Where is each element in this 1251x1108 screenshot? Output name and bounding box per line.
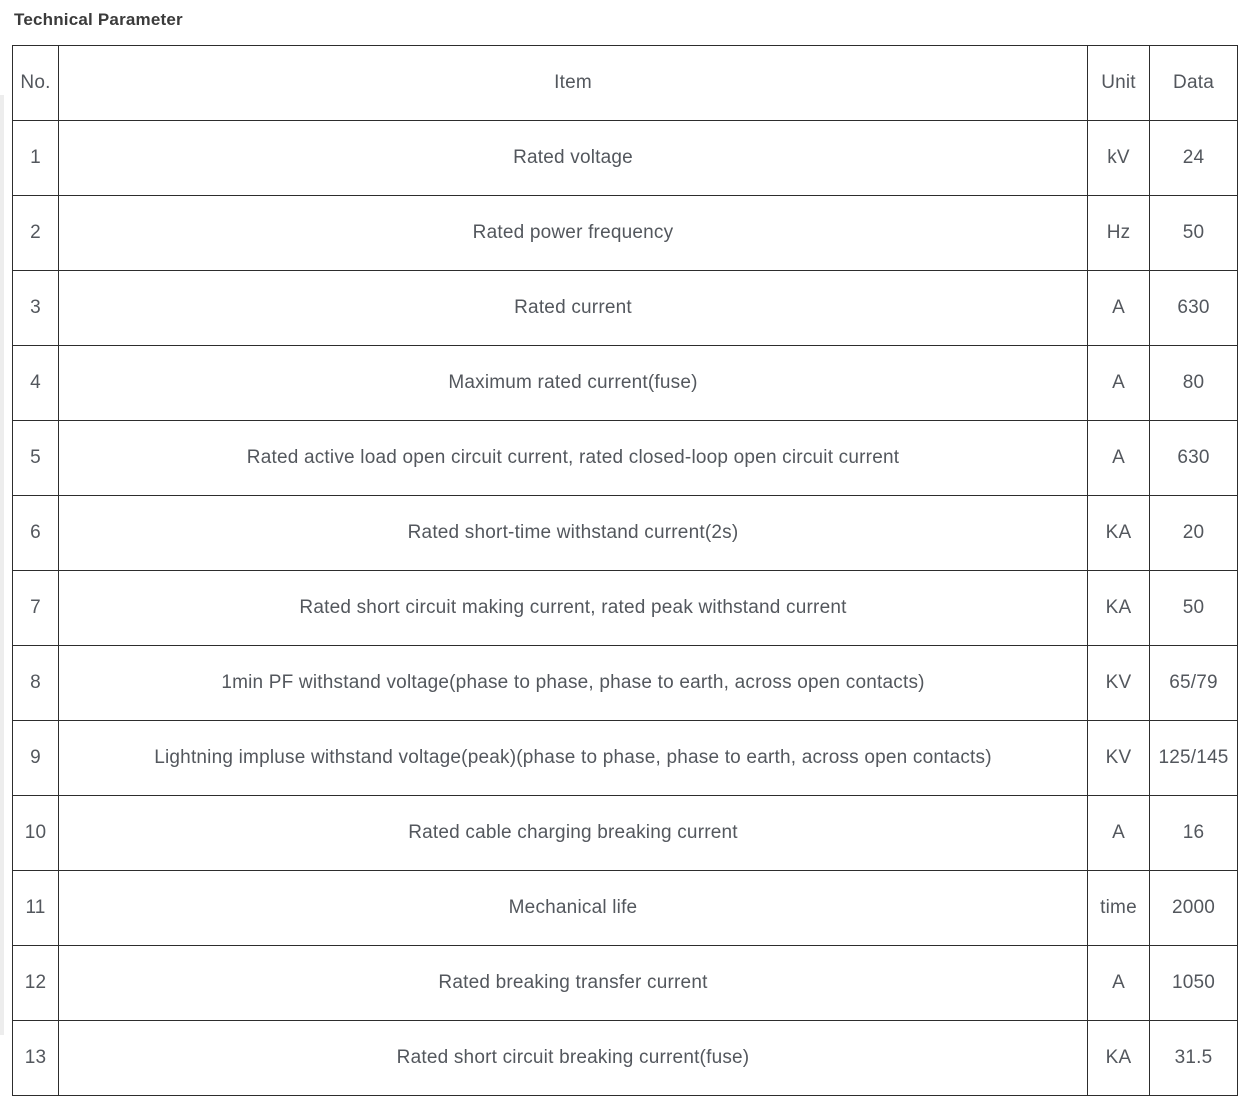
cell-unit: kV xyxy=(1088,121,1150,196)
cell-unit: A xyxy=(1088,346,1150,421)
table-row xyxy=(13,721,1238,796)
cell-no: 13 xyxy=(13,1021,59,1096)
table-row xyxy=(13,571,1238,646)
cell-unit: KA xyxy=(1088,496,1150,571)
cell-no: 12 xyxy=(13,946,59,1021)
table-row xyxy=(13,1021,1238,1096)
cell-data: 80 xyxy=(1150,346,1238,421)
cell-unit: Hz xyxy=(1088,196,1150,271)
cell-item: Rated short-time withstand current(2s) xyxy=(59,496,1088,571)
technical-parameter-table xyxy=(12,45,1238,1096)
cell-no: 11 xyxy=(13,871,59,946)
cell-no: 6 xyxy=(13,496,59,571)
cell-item: Rated short circuit making current, rated peak withstand current xyxy=(59,571,1088,646)
cell-item: Rated current xyxy=(59,271,1088,346)
table-row xyxy=(13,946,1238,1021)
cell-data: 2000 xyxy=(1150,871,1238,946)
cell-no: 2 xyxy=(13,196,59,271)
cell-data: 630 xyxy=(1150,271,1238,346)
cell-item: Rated active load open circuit current, rated closed-loop open circuit current xyxy=(59,421,1088,496)
cell-data: 1050 xyxy=(1150,946,1238,1021)
cell-item: Lightning impluse withstand voltage(peak)(phase to phase, phase to earth, across open contacts) xyxy=(59,721,1088,796)
cell-no: 5 xyxy=(13,421,59,496)
cell-data: 125/145 xyxy=(1150,721,1238,796)
cell-no: 1 xyxy=(13,121,59,196)
cell-unit: A xyxy=(1088,946,1150,1021)
cell-item: Rated voltage xyxy=(59,121,1088,196)
table-row xyxy=(13,871,1238,946)
cell-data: 630 xyxy=(1150,421,1238,496)
cell-item: Rated breaking transfer current xyxy=(59,946,1088,1021)
cell-data: 50 xyxy=(1150,571,1238,646)
column-header-data: Data xyxy=(1150,46,1238,121)
cell-unit: A xyxy=(1088,796,1150,871)
table-row xyxy=(13,121,1238,196)
cell-data: 50 xyxy=(1150,196,1238,271)
table-row xyxy=(13,196,1238,271)
cell-no: 4 xyxy=(13,346,59,421)
cell-unit: KA xyxy=(1088,571,1150,646)
cell-data: 24 xyxy=(1150,121,1238,196)
table-row xyxy=(13,796,1238,871)
cell-unit: KV xyxy=(1088,721,1150,796)
cell-no: 8 xyxy=(13,646,59,721)
table-header-row xyxy=(13,46,1238,121)
column-header-unit: Unit xyxy=(1088,46,1150,121)
cell-no: 3 xyxy=(13,271,59,346)
table-row xyxy=(13,346,1238,421)
cell-unit: KA xyxy=(1088,1021,1150,1096)
cell-no: 7 xyxy=(13,571,59,646)
column-header-no: No. xyxy=(13,46,59,121)
cell-item: Rated power frequency xyxy=(59,196,1088,271)
cell-data: 31.5 xyxy=(1150,1021,1238,1096)
table-row xyxy=(13,421,1238,496)
cell-item: Mechanical life xyxy=(59,871,1088,946)
cell-no: 9 xyxy=(13,721,59,796)
cell-item: Rated short circuit breaking current(fuse) xyxy=(59,1021,1088,1096)
table-row xyxy=(13,646,1238,721)
left-edge-strip xyxy=(0,95,4,1035)
cell-no: 10 xyxy=(13,796,59,871)
cell-unit: time xyxy=(1088,871,1150,946)
page-title: Technical Parameter xyxy=(14,10,183,29)
cell-unit: A xyxy=(1088,271,1150,346)
cell-unit: A xyxy=(1088,421,1150,496)
cell-unit: KV xyxy=(1088,646,1150,721)
cell-item: Rated cable charging breaking current xyxy=(59,796,1088,871)
column-header-item: Item xyxy=(59,46,1088,121)
table-row xyxy=(13,271,1238,346)
cell-data: 20 xyxy=(1150,496,1238,571)
cell-data: 65/79 xyxy=(1150,646,1238,721)
cell-item: Maximum rated current(fuse) xyxy=(59,346,1088,421)
table-row xyxy=(13,496,1238,571)
cell-data: 16 xyxy=(1150,796,1238,871)
cell-item: 1min PF withstand voltage(phase to phase, phase to earth, across open contacts) xyxy=(59,646,1088,721)
